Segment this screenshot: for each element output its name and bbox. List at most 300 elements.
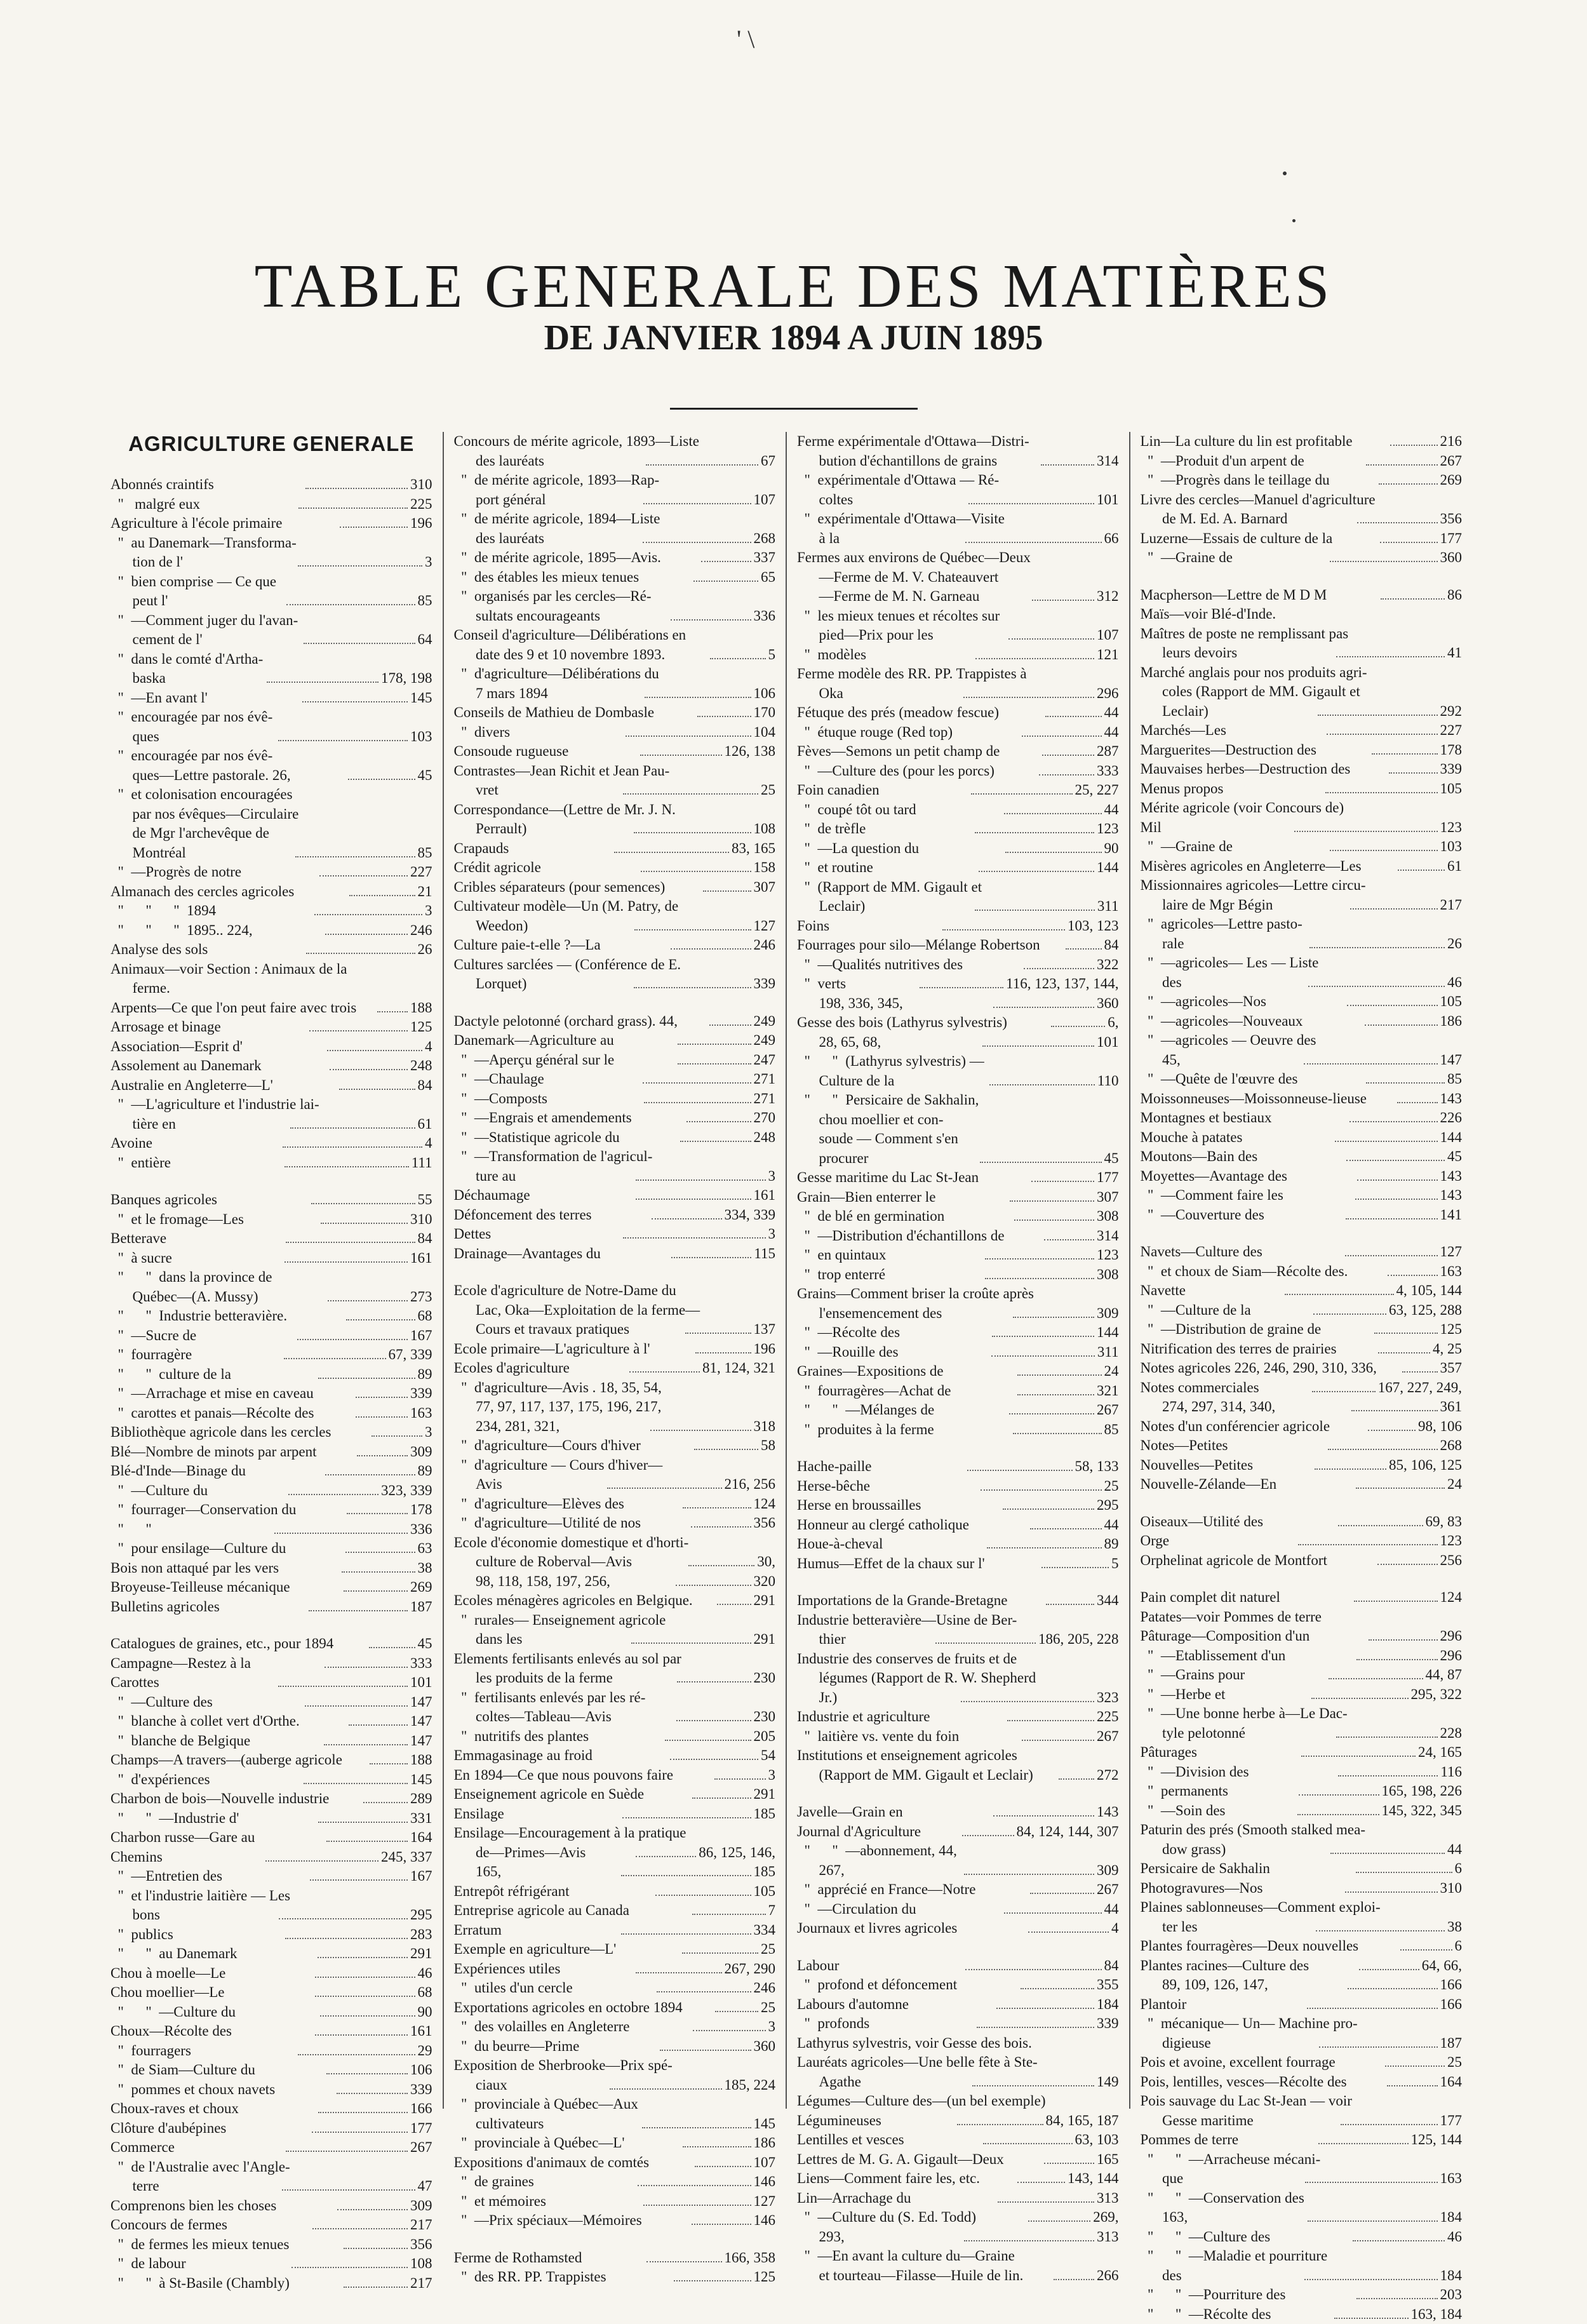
entry-text: de Mgr l'archevêque de: [110, 824, 432, 843]
page-numbers: 111: [412, 1153, 432, 1173]
page-title: TABLE GENERALE DES MATIÈRES: [0, 251, 1587, 322]
page-numbers: 116: [1440, 1763, 1462, 1782]
dot-leader: [347, 1513, 408, 1514]
page-numbers: 107: [754, 2153, 776, 2173]
page-numbers: 184: [1097, 1995, 1119, 2015]
index-entry: [797, 2130, 1119, 2150]
page-numbers: 248: [410, 1056, 432, 1076]
entry-text: Orge: [1141, 1531, 1296, 1551]
page-numbers: 25: [1447, 2053, 1462, 2072]
page-numbers: 178: [1440, 741, 1463, 760]
dot-leader: [1021, 1988, 1094, 1989]
page-numbers: 165, 198, 226: [1382, 1782, 1463, 1801]
index-entry: [797, 1880, 1119, 1900]
index-entry: [797, 2169, 1119, 2189]
dot-leader: [670, 1759, 758, 1760]
entry-text: " " dans la province de: [110, 1268, 432, 1287]
entry-text: Ferme modèle des RR. PP. Trappistes à: [797, 664, 1119, 684]
index-entry: [454, 1727, 776, 1747]
page-numbers: 245, 337: [381, 1848, 432, 1867]
page-numbers: 196: [410, 514, 432, 534]
index-entry: [110, 611, 432, 631]
page-numbers: 230: [754, 1669, 776, 1688]
entry-text: 98, 118, 158, 197, 256,: [454, 1572, 673, 1592]
index-entry: [1141, 2072, 1463, 2092]
index-entry: [454, 529, 776, 549]
entry-text: " " Industrie betteravière.: [110, 1306, 344, 1326]
entry-text: Québec—(A. Mussy): [110, 1287, 325, 1307]
page-numbers: 295: [410, 1905, 432, 1925]
entry-text: " produites à la ferme: [797, 1420, 1010, 1440]
dot-leader: [642, 2127, 751, 2128]
index-entry: [1141, 1956, 1463, 1976]
page-numbers: 127: [754, 917, 776, 936]
dot-leader: [306, 953, 415, 954]
entry-text: " pour ensilage—Culture du: [110, 1539, 343, 1559]
page-numbers: 339: [410, 2080, 432, 2100]
dot-leader: [1298, 1544, 1437, 1545]
speck-mark: [1292, 219, 1296, 222]
index-entry: [797, 1110, 1119, 1130]
index-entry: [1141, 2053, 1463, 2072]
entry-text: " " —Pourriture des: [1141, 2285, 1354, 2305]
page-numbers: 247: [754, 1051, 776, 1070]
entry-text: de—Primes—Avis: [454, 1843, 634, 1863]
entry-text: " —Comment juger du l'avan-: [110, 611, 432, 631]
entry-text: Fèves—Semons un petit champ de: [797, 742, 1040, 762]
dot-leader: [631, 1642, 751, 1644]
dot-leader: [979, 871, 1094, 872]
letter-gap: [1141, 1225, 1463, 1242]
dot-leader: [676, 1720, 751, 1721]
entry-text: Crapauds: [454, 839, 612, 859]
entry-text: " les mieux tenues et récoltes sur: [797, 607, 1119, 626]
dot-leader: [1311, 1698, 1408, 1699]
index-entry: [454, 1921, 776, 1940]
entry-text: Industrie et agriculture: [797, 1707, 1005, 1727]
page-numbers: 313: [1097, 2227, 1119, 2247]
index-entry: [797, 2014, 1119, 2034]
page-numbers: 320: [754, 1572, 776, 1592]
index-entry: [1141, 1128, 1463, 1148]
page-numbers: 339: [1097, 2014, 1119, 2034]
dot-leader: [267, 682, 378, 683]
index-entry: [454, 2248, 776, 2268]
dot-leader: [320, 2015, 415, 2017]
page-numbers: 4, 105, 144: [1396, 1281, 1463, 1301]
page-numbers: 205: [754, 1727, 776, 1747]
dot-leader: [1356, 1659, 1438, 1660]
entry-text: cultivateurs: [454, 2114, 640, 2134]
page-numbers: 25: [761, 781, 775, 800]
entry-text: " encouragée par nos évê-: [110, 708, 432, 727]
index-entry: [110, 2274, 432, 2294]
index-entry: [110, 1673, 432, 1693]
index-entry: [1141, 432, 1463, 452]
dot-leader: [1308, 2220, 1438, 2222]
page-numbers: 177: [410, 2119, 432, 2139]
entry-text: Gesse maritime du Lac St-Jean: [797, 1168, 1029, 1188]
entry-text: Commerce: [110, 2138, 283, 2158]
index-entry: [797, 1861, 1119, 1881]
page-numbers: 105: [754, 1882, 776, 1902]
index-entry: [1141, 1763, 1463, 1782]
page-numbers: 289: [410, 1789, 432, 1809]
entry-text: Herse-bêche: [797, 1477, 978, 1496]
index-entry: [110, 1828, 432, 1848]
index-entry: [797, 490, 1119, 510]
page-numbers: 269: [1440, 471, 1463, 490]
index-entry: [797, 1246, 1119, 1265]
dot-leader: [1397, 1102, 1438, 1103]
index-entry: [454, 1611, 776, 1630]
index-entry: [1141, 1242, 1463, 1262]
letter-gap: [1141, 1494, 1463, 1512]
page-numbers: 267, 290: [725, 1959, 776, 1979]
entry-text: " —Arrachage et mise en caveau: [110, 1384, 353, 1404]
entry-text: Industrie betteravière—Usine de Ber-: [797, 1611, 1119, 1630]
index-entry: [797, 1362, 1119, 1381]
page-numbers: 101: [410, 1673, 432, 1693]
entry-text: Entrepôt réfrigérant: [454, 1882, 653, 1902]
dot-leader: [701, 561, 751, 562]
dot-leader: [646, 2261, 721, 2262]
page-numbers: 3: [768, 2017, 776, 2037]
index-entry: [454, 955, 776, 975]
index-entry: [110, 1461, 432, 1481]
dot-leader: [981, 1489, 1101, 1491]
entry-text: coltes—Tableau—Avis: [454, 1707, 674, 1727]
dot-leader: [1030, 1528, 1101, 1529]
index-entry: [797, 1746, 1119, 1766]
entry-text: " —Prix spéciaux—Mémoires: [454, 2211, 689, 2231]
entry-text: " " " 1895.. 224,: [110, 921, 323, 941]
page-numbers: 334, 339: [725, 1206, 776, 1225]
index-entry: [110, 2099, 432, 2119]
entry-text: " " —abonnement, 44,: [797, 1841, 1119, 1861]
entry-text: Concours de fermes: [110, 2215, 310, 2235]
index-entry: [454, 1320, 776, 1340]
index-entry: [797, 936, 1119, 955]
page-numbers: 310: [410, 1210, 432, 1230]
entry-text: " trop enterré: [797, 1265, 982, 1285]
page-numbers: 333: [1097, 762, 1119, 781]
index-entry: [454, 432, 776, 452]
index-entry: [110, 1481, 432, 1501]
dot-leader: [340, 527, 408, 528]
entry-text: Perrault): [454, 819, 631, 839]
page-numbers: 310: [1440, 1879, 1463, 1898]
entry-text: " à sucre: [110, 1249, 282, 1268]
page-numbers: 105: [1440, 779, 1463, 799]
dot-leader: [695, 2166, 751, 2167]
page-numbers: 339: [1440, 760, 1463, 779]
index-entry: [454, 607, 776, 626]
index-entry: [1141, 1704, 1463, 1724]
entry-text: " provinciale à Québec—L': [454, 2133, 681, 2153]
index-entry: [1141, 1531, 1463, 1551]
dot-leader: [1336, 656, 1445, 657]
index-entry: [110, 2119, 432, 2139]
entry-text: " nutritifs des plantes: [454, 1727, 662, 1747]
index-entry: [797, 1071, 1119, 1091]
index-entry: [797, 878, 1119, 897]
entry-text: soude — Comment s'en: [797, 1129, 1119, 1149]
page-numbers: 3: [768, 1167, 776, 1186]
index-entry: [1141, 2266, 1463, 2286]
page-numbers: 314: [1097, 1226, 1119, 1246]
index-entry: [454, 2114, 776, 2134]
dot-leader: [344, 2248, 408, 2249]
dot-leader: [1304, 1063, 1437, 1065]
dot-leader: [1309, 947, 1445, 948]
entry-text: Almanach des cercles agricoles: [110, 882, 347, 902]
index-entry: [797, 1013, 1119, 1033]
index-entry: [454, 2056, 776, 2076]
entry-text: cement de l': [110, 630, 301, 650]
page-numbers: 107: [1097, 626, 1119, 645]
index-entry: [454, 664, 776, 684]
entry-text: Mil: [1141, 818, 1292, 838]
page-numbers: 246: [754, 936, 776, 955]
page-numbers: 45: [418, 766, 432, 786]
entry-text: " fourragère: [110, 1345, 281, 1365]
entry-text: Ecoles ménagères agricoles en Belgique.: [454, 1591, 714, 1611]
entry-text: " étuque rouge (Red top): [797, 723, 1019, 742]
page-numbers: 163, 184: [1411, 2305, 1463, 2324]
entry-text: Cultivateur modèle—Un (M. Patry, de: [454, 897, 776, 917]
entry-text: Plantes racines—Culture des: [1141, 1956, 1356, 1976]
entry-text: des lauréats: [454, 452, 644, 471]
page-numbers: 344: [1097, 1591, 1119, 1611]
index-entry: [110, 1770, 432, 1790]
index-entry: [110, 1037, 432, 1057]
entry-text: à la: [797, 529, 963, 549]
page-numbers: 105: [1440, 992, 1463, 1012]
entry-text: Menus propos: [1141, 779, 1323, 799]
page-numbers: 143: [1097, 1803, 1119, 1822]
dot-leader: [1330, 850, 1437, 851]
entry-text: " " (Lathyrus sylvestris) —: [797, 1052, 1119, 1071]
index-entry: [797, 974, 1119, 994]
index-entry: [797, 529, 1119, 549]
entry-text: " des volailles en Angleterre: [454, 2017, 690, 2037]
index-entry: [1141, 1320, 1463, 1340]
index-entry: [797, 1265, 1119, 1285]
dot-leader: [1039, 774, 1094, 776]
index-entry: [454, 1359, 776, 1378]
entry-text: Moutons—Bain des: [1141, 1147, 1344, 1167]
index-entry: [454, 1882, 776, 1902]
index-entry: [797, 742, 1119, 762]
page-numbers: 84, 165, 187: [1046, 2111, 1119, 2131]
entry-text: " et mémoires: [454, 2192, 641, 2212]
page-numbers: 103: [1440, 837, 1463, 857]
index-entry: [797, 1284, 1119, 1304]
index-entry: [797, 1515, 1119, 1535]
dot-leader: [1330, 1853, 1445, 1854]
dot-leader: [694, 1449, 758, 1450]
entry-text: Orphelinat agricole de Montfort: [1141, 1551, 1375, 1571]
index-entry: [454, 1707, 776, 1727]
dot-leader: [1003, 1508, 1094, 1510]
index-entry: [454, 897, 776, 917]
index-entry: [797, 1188, 1119, 1207]
page-numbers: 291: [754, 1630, 776, 1649]
letter-gap: [1141, 1570, 1463, 1588]
page-numbers: 266: [1097, 2266, 1119, 2286]
index-entry: [110, 2215, 432, 2235]
entry-text: " de fermes les mieux tenues: [110, 2235, 341, 2255]
entry-text: coles (Rapport de MM. Gigault et: [1141, 682, 1463, 702]
dot-leader: [660, 2050, 751, 2051]
dot-leader: [1347, 1005, 1438, 1006]
page-numbers: 165: [1097, 2150, 1119, 2170]
index-entry: [797, 762, 1119, 781]
entry-text: Notes—Petites: [1141, 1436, 1325, 1456]
index-entry: [797, 1304, 1119, 1324]
dot-leader: [693, 2030, 766, 2031]
page-numbers: 25, 227: [1075, 781, 1119, 800]
dot-leader: [1381, 598, 1445, 600]
page-numbers: 85: [1447, 1070, 1462, 1089]
page-numbers: 44: [1104, 1900, 1119, 1919]
page-numbers: 4, 25: [1433, 1340, 1462, 1359]
index-entry: [110, 2041, 432, 2061]
entry-text: Exportations agricoles en octobre 1894: [454, 1998, 713, 2018]
dot-leader: [1387, 2085, 1437, 2086]
dot-leader: [372, 1435, 422, 1437]
entry-text: l'ensemencement des: [797, 1304, 1010, 1324]
index-entry: [110, 1925, 432, 1945]
index-entry: [1141, 1898, 1463, 1918]
index-entry: [110, 1326, 432, 1346]
entry-text: Leclair): [1141, 702, 1316, 722]
dot-leader: [676, 1585, 751, 1586]
index-entry: [797, 1091, 1119, 1110]
index-entry: [110, 1287, 432, 1307]
index-entry: [797, 1168, 1119, 1188]
entry-text: Lorquet): [454, 974, 631, 994]
dot-leader: [685, 1333, 751, 1334]
entry-text: Notes d'un conférencier agricole: [1141, 1417, 1365, 1437]
dot-leader: [1325, 792, 1438, 793]
page-numbers: 339: [410, 1384, 432, 1404]
entry-text: Foins: [797, 917, 940, 936]
page-numbers: 147: [1440, 1051, 1463, 1070]
page-numbers: 84: [418, 1229, 432, 1249]
dot-leader: [1357, 1179, 1437, 1181]
dot-leader: [1313, 1313, 1386, 1315]
page-numbers: 89: [1104, 1535, 1119, 1554]
page-numbers: 4: [1111, 1919, 1119, 1938]
entry-text: procurer: [797, 1149, 977, 1169]
entry-text: Pois sauvage du Lac St-Jean — voir: [1141, 2092, 1463, 2111]
dot-leader: [1353, 2240, 1445, 2241]
entry-text: " d'agriculture—Cours d'hiver: [454, 1436, 692, 1456]
entry-text: Oiseaux—Utilité des: [1141, 1512, 1336, 1532]
page-numbers: 177: [1440, 529, 1463, 549]
dot-leader: [655, 1895, 751, 1896]
page-numbers: 26: [1447, 934, 1462, 954]
index-entry: [797, 626, 1119, 645]
index-entry: [1141, 1378, 1463, 1398]
dot-leader: [1042, 755, 1094, 756]
page-numbers: 123: [1097, 1246, 1119, 1265]
entry-text: coltes: [797, 490, 966, 510]
page-numbers: 63, 103: [1075, 2130, 1119, 2150]
page-numbers: 163: [410, 1404, 432, 1423]
dot-leader: [357, 1455, 408, 1456]
dot-leader: [695, 1352, 751, 1353]
entry-text: " modèles: [797, 645, 973, 665]
entry-text: Fermes aux environs de Québec—Deux: [797, 548, 1119, 568]
index-entry: [110, 1539, 432, 1559]
index-entry: [797, 955, 1119, 975]
entry-text: 77, 97, 117, 137, 175, 196, 217,: [454, 1397, 776, 1417]
entry-text: " —En avant l': [110, 688, 300, 708]
page-numbers: 166: [1440, 1975, 1463, 1995]
index-entry: [797, 2266, 1119, 2286]
dot-leader: [1368, 1430, 1416, 1431]
entry-text: Champs—A travers—(auberge agricole: [110, 1750, 367, 1770]
page-numbers: 3: [425, 553, 432, 572]
entry-text: les produits de la ferme: [454, 1669, 674, 1688]
dot-leader: [1329, 1678, 1423, 1679]
entry-text: Bibliothèque agricole dans les cercles: [110, 1423, 369, 1442]
index-entry: [1141, 1820, 1463, 1840]
entry-text: " —L'agriculture et l'industrie lai-: [110, 1095, 432, 1115]
dot-leader: [1017, 1394, 1094, 1395]
index-entry: [797, 917, 1119, 936]
page-numbers: 318: [754, 1417, 776, 1437]
page-numbers: 337: [754, 548, 776, 568]
page-numbers: 271: [754, 1089, 776, 1109]
index-entry: [110, 1983, 432, 2003]
dot-leader: [1041, 1567, 1109, 1568]
index-entry: [110, 1384, 432, 1404]
index-entry: [110, 1712, 432, 1731]
page-numbers: 339: [754, 974, 776, 994]
page-numbers: 121: [1097, 645, 1119, 665]
dot-leader: [377, 1011, 408, 1012]
index-entry: [110, 1867, 432, 1886]
entry-text: bution d'échantillons de grains: [797, 452, 1038, 471]
page-numbers: 268: [1440, 1436, 1463, 1456]
entry-text: " —Division des: [1141, 1763, 1336, 1782]
page-numbers: 4: [425, 1037, 432, 1057]
entry-text: Lathyrus sylvestris, voir Gesse des bois.: [797, 2034, 1119, 2053]
index-entry: [1141, 1879, 1463, 1898]
entry-text: 89, 109, 126, 147,: [1141, 1975, 1346, 1995]
dot-leader: [962, 1835, 1014, 1836]
entry-text: " apprécié en France—Notre: [797, 1880, 1028, 1900]
entry-text: " —Comment faire les: [1141, 1186, 1353, 1206]
dot-leader: [1388, 1275, 1438, 1276]
page-numbers: 185: [754, 1862, 776, 1882]
entry-text: " organisés par les cercles—Ré-: [454, 587, 776, 607]
dot-leader: [304, 643, 415, 644]
index-entry: [454, 568, 776, 588]
index-entry: [110, 1056, 432, 1076]
index-entry: [454, 1206, 776, 1225]
dot-leader: [369, 1647, 415, 1648]
entry-text: Australie en Angleterre—L': [110, 1076, 337, 1096]
dot-leader: [942, 929, 1065, 930]
index-entry: [797, 664, 1119, 684]
entry-text: " " —Arracheuse mécani-: [1141, 2150, 1463, 2170]
index-column: [1130, 432, 1473, 2109]
